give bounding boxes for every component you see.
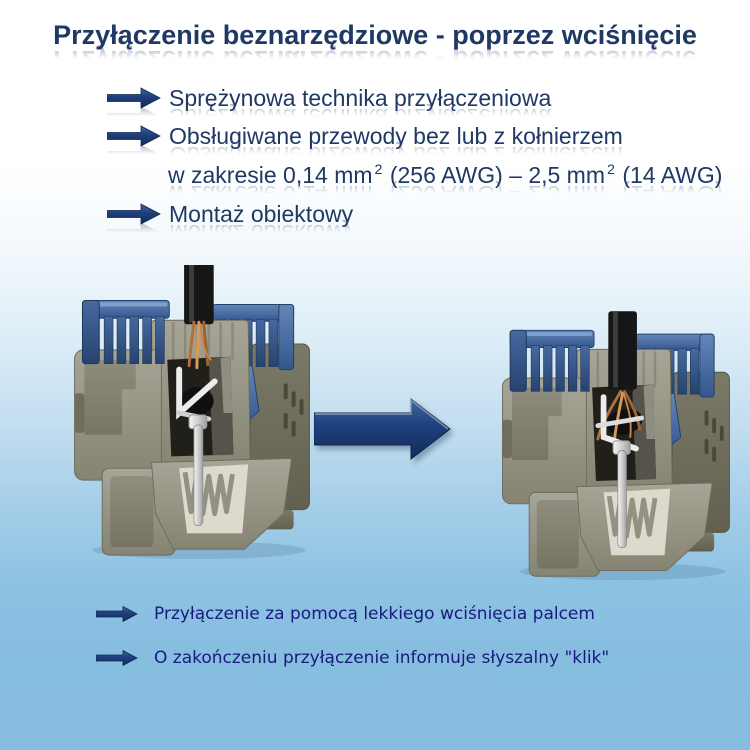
contact-pin <box>618 450 627 547</box>
terminal-block-before-image <box>62 265 320 561</box>
bullet-item-3-label: Montaż obiektowy <box>169 201 354 227</box>
bullet-item-1 <box>107 85 551 111</box>
wire-black <box>184 265 214 324</box>
page-title: Przyłączenie beznarzędziowe - poprzez wciśnięcie <box>53 20 697 50</box>
left-block-tab <box>503 420 513 458</box>
range-part2: (256 AWG) – 2,5 mm <box>383 162 605 188</box>
bullet-item-2-label: Obsługiwane przewody bez lub z kołnierzem <box>169 123 623 149</box>
bullet-item-3 <box>107 201 353 227</box>
range-sup2: 2 <box>607 162 615 179</box>
left-foot-inner <box>110 476 153 547</box>
wire-range-line <box>168 162 722 188</box>
footer-bullet-1 <box>96 604 595 624</box>
bullet-arrow-icon <box>107 87 161 109</box>
bullet-item-2 <box>107 123 623 149</box>
range-sup1: 2 <box>374 162 383 179</box>
blue-connector-comb-left <box>510 330 594 391</box>
footer-bullet-2 <box>96 648 609 668</box>
left-foot-inner <box>537 500 579 569</box>
bullet-arrow-icon <box>107 125 161 147</box>
wire-range-text <box>168 162 722 188</box>
transition-arrow-icon <box>314 396 454 462</box>
range-part1: w zakresie 0,14 mm <box>168 162 373 188</box>
footer-bullet-2-label: O zakończeniu przyłączenie informuje słyszalny "klik" <box>154 648 610 668</box>
range-part3: (14 AWG) <box>615 162 723 188</box>
bullet-arrow-icon <box>107 203 161 225</box>
left-block-tab <box>75 393 85 432</box>
footer-arrow-icon <box>96 649 138 667</box>
bullet-item-1-label: Sprężynowa technika przyłączeniowa <box>169 85 552 111</box>
footer-bullet-1-label: Przyłączenie za pomocą lekkiego wciśnięcia palcem <box>154 604 595 624</box>
footer-arrow-icon <box>96 605 138 623</box>
wire-black <box>608 311 637 403</box>
blue-connector-comb-left <box>82 301 169 364</box>
contact-pin <box>194 425 203 526</box>
terminal-block-after-image <box>486 296 744 582</box>
